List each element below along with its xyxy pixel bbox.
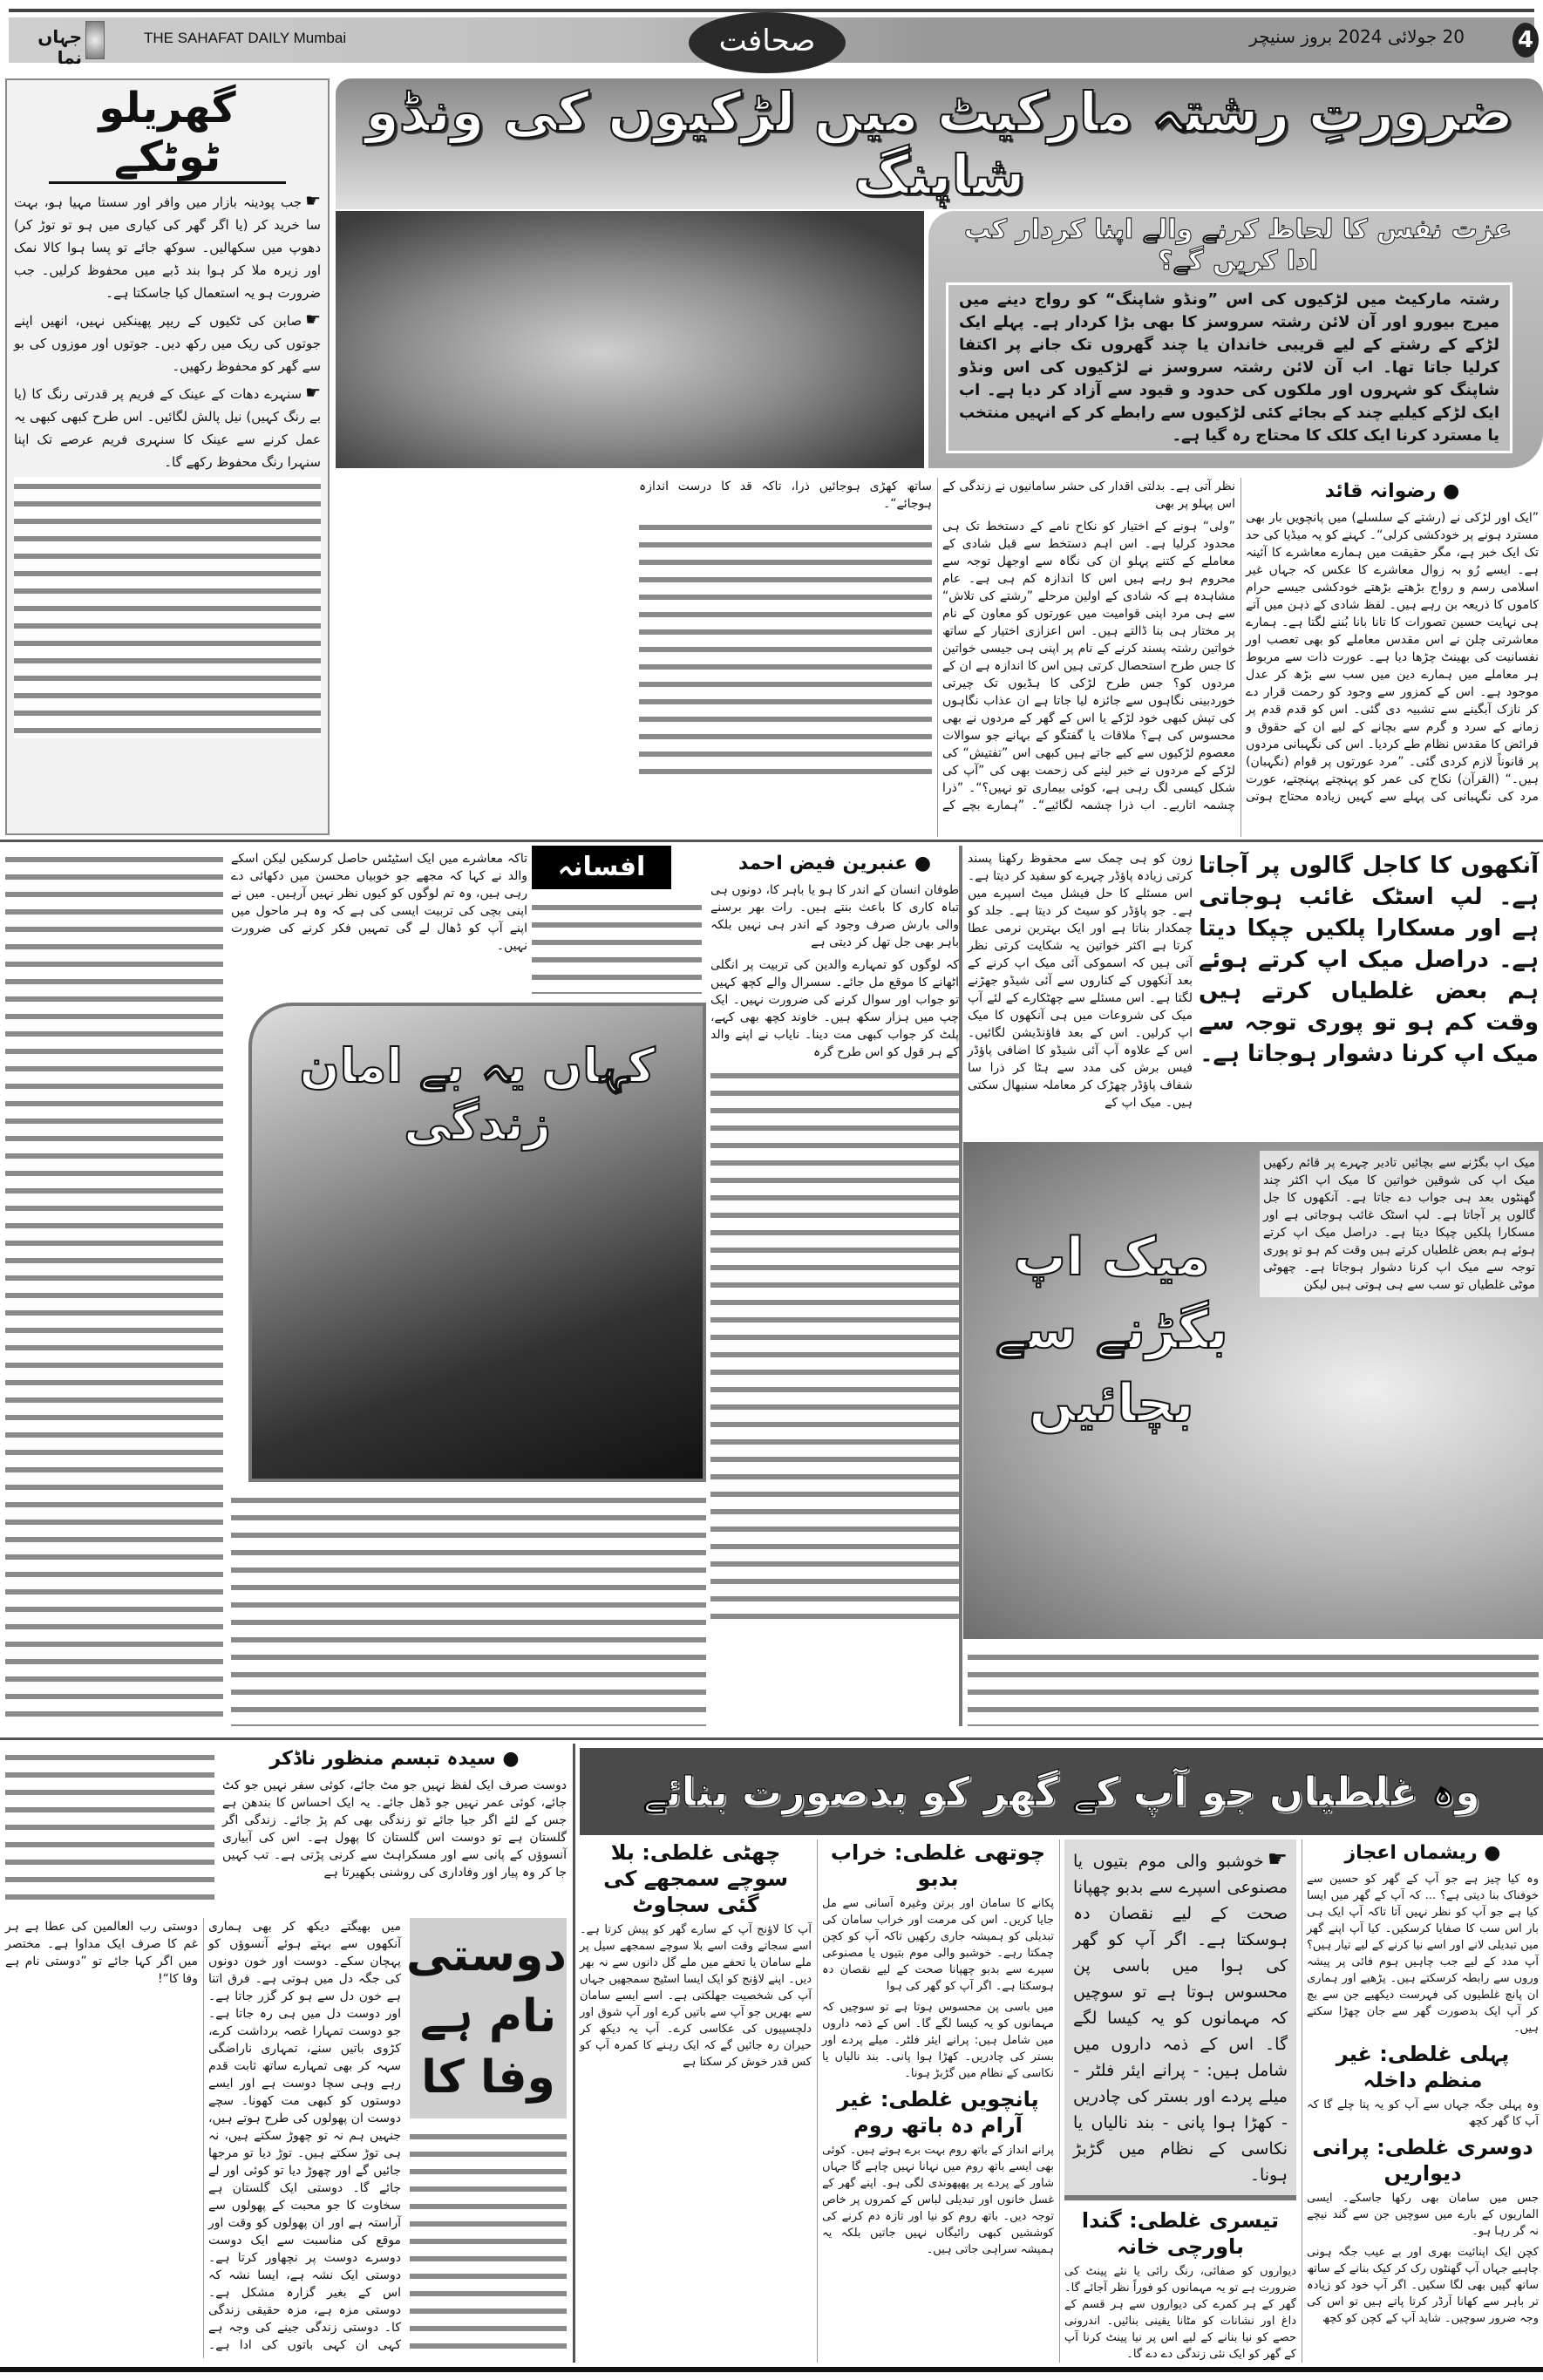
section-heading: پانچویں غلطی: غیر آرام دہ باتھ روم — [837, 2087, 1039, 2138]
mistakes-headline: وہ غلطیاں جو آپ کے گھر کو بدصورت بنائے — [580, 1748, 1543, 1835]
paper-name: THE SAHAFAT DAILY Mumbai — [144, 30, 347, 46]
makeup-column-wrap — [1260, 1151, 1539, 1297]
friendship-column: دوست صرف ایک لفظ نہیں جو مٹ جائے، کوئی سفر نہیں جو کٹ جائے، کوئی عمر نہیں جو ڈھل جائے۔ یہ ایک احساس کا بندھن ہے جس کے لئے اگر جیا جائے تو زندگی بھی کم پڑ جائے۔ زندگی اگر گلستان ہے تو دوست اس گلستان کا پھول ہے۔ اس کی آبیاری آنسوؤں کے پانی سے اور مسکراہٹ سے کرنی پڑتی ہے۔ تب کہیں جا کر وہ پیار اور وفاداری کی روشنی بکھیرتا ہے — [222, 1778, 567, 1880]
afsana-column: تاکہ معاشرے میں ایک اسٹیٹس حاصل کرسکیں لیکن اسکے والد نے کہا کہ مجھے جو خوبیاں محسن میں دکھائی دے رہی ہیں، وہ تم لوگوں کو کیوں نظر نہیں آرہیں۔ میں نے اپنی بچی کی تربیت ایسی کی ہے کہ وہ ہر ماحول میں اپنے آپ کو ڈھال لے گی تمہیں فکر کرنے کی ضرورت نہیں۔ — [231, 852, 527, 953]
author-name: عنبرین فیض احمد — [738, 853, 908, 874]
byline: ● ریشماں اعجاز — [1344, 1842, 1501, 1864]
afsana-side-column — [710, 850, 959, 1624]
friendship-column: میں بھیگتے دیکھ کر بھی ہماری آنکھوں سے بہتے ہوئے آنسوؤں کو پہچان سکے۔ دوست اور خون دونوں کی جگہ دل میں ہوتی ہے۔ فرق اتنا ہے خون دل سے ہو کر گزر جاتا ہے۔ اور دوست دل میں ہی رہ جاتا ہے۔ جو دوست تمہارا غصہ برداشت کرے، کڑوی باتیں سنے، تمہاری ناراضگی سہہ کر بھی تمہارے ساتھ ثابت قدم رہے وہی سچا دوست ہے اور ایسے دوستوں کو کبھی مت کھونا۔ سچے دوست ان پھولوں کی طرح ہوتے ہیں، جنہیں ہم نہ تو چھوڑ سکتے ہیں، نہ ہی توڑ سکتے ہیں۔ توڑ دیا تو مرجھا جائیں گے اور چھوڑ دیا تو کوئی اور لے جائے گا۔ دوستی ایک گلستان ہے سخاوت کا جو محبت کے پھولوں سے آراستہ ہے اور ان پھولوں کو وقت اور موقع کی مناسبت سے ایک دوست دوسرے دوست پر نچھاور کرتا ہے۔ دوستی ایک نشہ ہے، ایسا نشہ کہ اس کے بغیر گزارہ مشکل ہے۔ دوستی مزہ ہے، مزہ حقیقی زندگی کا۔ دوستی زندگی جینے کی وجہ ہے کہی ان کہی باتوں کی ادا ہے۔ دوستی رب العالمین کی عطا ہے ہر غم کا صرف ایک مداوا ہے۔ مختصر میں اگر کہا جائے تو ”دوستی نام ہے وفا کا“! — [5, 1920, 401, 2352]
section-heading: تیسری غلطی: گندا باورچی خانہ — [1081, 2208, 1280, 2259]
author-name: ریشماں اعجاز — [1344, 1842, 1478, 1864]
friendship-top — [222, 1745, 567, 1887]
page-number: 4 — [1512, 23, 1539, 58]
afsana-column: طوفان انسان کے اندر کا ہو یا باہر کا، دونوں ہی تباہ کاری کا باعث بنتے ہیں۔ رات بھر برسنے والی بارش صرف وجود کے اندر ہی نہیں بلکہ باہر بھی جل تھل کر دیتی ہے — [710, 883, 959, 949]
friendship-more-text — [5, 1748, 214, 1909]
column-divider — [573, 1744, 575, 2363]
afsana-more-text — [231, 1491, 706, 1726]
tip-item: صابن کی ٹکیوں کے ریپر پھینکیں نہیں، انھیں اپنے جوتوں کی ریک میں رکھ دیں۔ جوتوں اور موزوں کی بو سے گھر کو محفوظ رکھیں۔ — [14, 313, 321, 374]
makeup-column: زون کو ہی چمک سے محفوظ رکھنا پسند کرتی زیادہ پاؤڈر چہرے کو سفید کر دیتا ہے۔ اس مسئلے کا حل فیشل میٹ اسپرے میں ہے۔ جو پاؤڈر کو سیٹ کر دیتا ہے۔ جلد کو چمکدار بناتا ہے اور ایک بہترین نرمی عطا کرتا ہے اکثر خواتین یہ شکایت کرتی نظر آتی ہیں کہ اسموکی آئی میک اپ کرنے کے بعد آنکھوں کے کناروں سے آئی شیڈو جھڑنے لگتا ہے۔ اس مسئلے سے چھٹکارے کے لئے آپ میک کی شروعات میں ہی آنکھوں کا میک اپ کرلیں۔ اس کے بعد فاؤنڈیشن لگائیں۔ اس کے علاوہ آپ آئی شیڈو کا اضافی پاؤڈر فیس برش کی مدد سے ہٹا کر ذرا سا شفاف پاؤڈر چھڑک کر معاملہ سنبھال سکتی ہیں۔ میک اپ کے — [968, 852, 1193, 1110]
story-column: ”ولی“ ہونے کے اختیار کو نکاح نامے کے دستخط تک ہی محدود کرلیا ہے۔ اس اہم دستخط سے قبل شادی کے معاملے کے کتنے پہلو ان کی نگاہ سے اوجھل توجہ سے محروم ہو رہے ہیں اس کا اندازہ کم ہی ہے۔ عام مشاہدہ ہے کہ شادی کے اولین مرحلے ”رشتے کی تلاش“ سے ہی مرد اپنی قوامیت میں عورتوں کو معاون کے نام پر مختار ہی بنا ڈالتے ہیں۔ اس اعزازی اختیار کے ساتھ خواتین رشتہ پسند کرنے کے نام پر اپنی ہی جیسی خواتین کا جس طرح استحصال کرتی ہیں اس کا اندازہ ہے ان کے مردوں کو؟ جس طرح لڑکی کا ہڈیوں تک چیرتی خوردبینی نگاہوں سے جائزہ لیا جاتا ہے ان عذاب نگاہوں کی تپش کبھی خود لڑکے یا اس کے گھر کے مردوں نے بھی محسوس کی ہے؟ ملاقات یا گفتگو کے بہانے جو سوالات معصوم لڑکیوں سے کیے جاتے ہیں کبھی اس ”تفتیش“ کی لڑکے کے مردوں نے خبر لینے کی زحمت بھی کی ”آپ کی شکل کیسی لگ رہی ہے، کوئی بیماری تو نہیں؟“۔ ”ذرا چشمہ اتاریے۔ اب ذرا چشمہ لگائیے“۔ ”ہمارے بچے کے ساتھ کھڑی ہوجائیں ذرا، تاکہ قد کا درست اندازہ ہوجائے“۔ — [639, 479, 1235, 813]
byline: ● سیدہ تبسم منظور ناڈکر — [269, 1748, 520, 1770]
pointing-hand-icon: ☛ — [305, 190, 321, 211]
author-name: سیدہ تبسم منظور ناڈکر — [269, 1748, 496, 1770]
main-headline: ضرورتِ رشتہ مارکیٹ میں لڑکیوں کی ونڈو شاپنگ — [336, 78, 1543, 209]
tips-title: گھریلو ٹوٹکے — [49, 84, 286, 184]
section-divider — [0, 840, 1543, 842]
pointing-hand-icon: ☛ — [305, 309, 321, 330]
story-intro: رشتہ مارکیٹ میں لڑکیوں کی اس ”ونڈو شاپنگ“ کو رواج دینے میں میرج بیورو اور آن لائن رشتہ سروسز کا بھی بڑا کردار ہے۔ پہلے ایک لڑکے کے رشتے کے لیے قریبی خاندان یا چند گھروں تک جانے پر اکتفا کرلیا جاتا تھا۔ اب آن لائن رشتہ سروسز نے لڑکیوں کی اس ونڈو شاپنگ کو شہروں اور ملکوں کی حدود و قیود سے آزاد کر دیا ہے۔ اب ایک لڑکے کیلیے چند کے بجائے کئی لڑکیوں سے رابطے کر کے انہیں منتخب یا مسترد کرنا ایک کلک کا محتاج رہ گیا ہے۔ — [946, 282, 1512, 453]
friendship-title: دوستی نام ہے وفا کا — [410, 1918, 567, 2118]
makeup-column-wrap — [968, 850, 1193, 1117]
mistakes-columns — [580, 1839, 1539, 2363]
section-heading: پہلی غلطی: غیر منظم داخلہ — [1336, 2042, 1510, 2092]
afsana-column: کہ لوگوں کو تمہارے والدین کی تربیت پر انگلی اٹھانے کا موقع مل جائے۔ سسرال والے کچھ کہیں تو جواب اور سوال کرنے کی ضرورت نہیں۔ ایک چپ میں ہزار سکھ ہیں۔ خاوند کچھ بھی کہے، پلٹ کر جواب کبھی مت دینا۔ نایاب نے اپنے والد کے ہر قول کو اس طرح گرہ — [710, 958, 959, 1059]
friendship-columns — [5, 1918, 401, 2358]
makeup-column: میک اپ بگڑنے سے بچائیں تادیر چہرے پر قائم رکھیں میک اپ کی شوقین خواتین کا میک اپ اکثر چند گھنٹوں بعد ہی جواب دے جاتا ہے۔ آنکھوں کا جل گالوں پر آجاتا ہے۔ لپ اسٹک غائب ہوجاتی ہے اور مسکارا پلکیں چپکا دیتا ہے۔ دراصل میک اپ کرتے ہوئے ہم بعض غلطیاں کرتے ہیں وقت کم ہو تو پوری توجہ سے میک اپ کرنا دشوار ہوجاتا ہے۔ چھوٹی موٹی غلطیاں تو سب سے ہی ہوتی ہیں لیکن — [1263, 1156, 1535, 1292]
afsana-title: کہاں یہ بے امان زندگی — [299, 1038, 656, 1151]
byline: ● رضوانہ قائد — [1324, 480, 1460, 502]
subheadline: عزت نفس کا لحاظ کرنے والے اپنا کردار کب ادا کریں گے؟ — [963, 214, 1512, 276]
makeup-more-text — [968, 1648, 1539, 1726]
household-tips-box — [5, 78, 330, 835]
section-divider — [0, 1737, 1543, 1740]
pointing-hand-icon: ☛ — [1267, 1846, 1288, 1873]
mistakes-intro: وہ کیا چیز ہے جو آپ کے گھر کو حسین سے خوفناک بنا دیتی ہے؟ ... کہ آپ کے گھر میں ایسا کیا ہے جو آپ کو نظر نہیں آتا تاکہ آپ ایک ہی بار اس سب کا صفایا کرسکیں۔ کیا آپ اپنے گھر میں تبدیلی لانے اور اسے نیا کرنے کے لیے تیار ہیں؟ آپ مدد کے لیے جب چاہیں ہوم فائی پر پیشہ وروں سے رابطہ کرسکتے ہیں۔ پڑھیے اور ہماری ان پانچ غلطیوں کی فہرست دیکھیے جن سے بچ کر آپ ایک بدصورت گھر سے جان چھڑا سکتے ہیں۔ — [1307, 1873, 1539, 2035]
section-text: جس میں سامان بھی رکھا جاسکے۔ ایسی الماریوں کے بارے میں سوچیں جن سے گند نیچے نہ گر رہا ہو۔ — [1307, 2192, 1539, 2238]
section-text: وہ پہلی جگہ جہاں سے آپ کو یہ پتا چلے گا کہ آپ کا گھر کچھ — [1307, 2098, 1539, 2128]
pointing-hand-icon: ☛ — [305, 382, 321, 403]
section-heading: دوسری غلطی: پرانی دیواریں — [1312, 2135, 1533, 2186]
callout-text: خوشبو والی موم بتیوں یا مصنوعی اسپرے سے بدبو چھپانا صحت کے لیے نقصان دہ ہوسکتا ہے۔ اگر آپ کو گھر کی ہوا میں باسی پن محسوس ہوتا ہے تو سوچیں کہ مہمانوں کو یہ کیسا لگے گا۔ اس کے ذمہ داروں میں شامل ہیں: - پرانے ایئر فلٹر - میلے پردے اور بستر کی چادریں - کھڑا ہوا پانی - بند نالیاں یا نکاسی کے نظام میں گڑبڑ ہونا۔ — [1073, 1852, 1288, 2185]
mistakes-column: کچن ایک اپنائیت بھری اور بے عیب جگہ ہونی چاہیے جہاں آپ گھنٹوں رک کر کیک بنانے کے ساتھ ساتھ گپیں بھی لگا سکیں۔ اگر آپ خود کو زیادہ تر باہر سے کھانا آرڈر کرتا پاتے ہیں تو اس کی وجہ ضرور سوچیں۔ شاید آپ کے کچن کو کچھ — [1307, 2246, 1539, 2325]
fiction-label: افسانہ — [532, 846, 671, 889]
section-name: جہاں نما — [37, 26, 82, 68]
bottom-rule — [0, 2367, 1543, 2372]
section-text: آپ کا لاؤنج آپ کے سارے گھر کو پیش کرتا ہے۔ اسے سجاتے وقت اسے بلا سوچے سمجھے سیل پر ملے سامان یا تحفے میں ملے گل دانوں سے نہ بھر دیں۔ اپنے لاؤنج کو ایک ایسا اسٹیج سمجھیں جہاں آپ کی شخصیت جھلکتی ہے۔ اسے ایسے سامان سے بھریں جو آپ سے باتیں کرے اور آپ شوق اور دلچسپیوں کی عکاسی کرے۔ آپ یہ دیکھ کر حیران رہ جائیں گے کہ ایک رہنے کا کمرہ آپ کو کس قدر خوش کر سکتا ہے — [580, 1923, 812, 2069]
section-text: دیواروں کو صفائی، رنگ رائی یا نئے پینٹ کی ضرورت ہے تو یہ مہمانوں کو فوراً نظر آجائے گا۔ گھر کے ہر کمرے کی دیواروں سے ہر قسم کے داغ اور نشانات کو مٹانا یقینی بنائیں۔ اندرونی حصے کو نیا بنانے کے لیے اس پر نیا پینٹ کرنا آپ کے گھر کو ایک نئی زندگی دے دے گا۔ — [1064, 2265, 1296, 2361]
section-heading: چھٹی غلطی: بلا سوچے سمجھے کی گئی سجاوٹ — [603, 1840, 788, 1917]
section-text: پکانے کا سامان اور برتن وغیرہ آسانی سے مل جایا کریں۔ اس کی مرمت اور خراب سامان کی تبدیلی کو ہمیشہ جاری رکھیں تاکہ آپ کو کچن چمکتا رہے۔ خوشبو والی موم بتیوں یا مصنوعی سپرے سے بدبو چھپانا صحت کے لیے نقصان دہ ہوسکتا ہے۔ اگر آپ کو گھر کی ہوا — [822, 1897, 1054, 1993]
afsana-top-column — [231, 850, 527, 960]
globe-icon — [85, 21, 105, 59]
story-continuation-column — [5, 850, 223, 1726]
henna-hands-photo — [336, 211, 924, 468]
tip-item: جب پودینہ بازار میں وافر اور سستا مہیا ہو، بہت سا خرید کر (یا اگر گھر کی کیاری میں ہو تو توڑ کر) دھوپ میں سکھالیں۔ سوکھ جائے تو پسا ہوا کالا نمک اور زیرہ ملا کر ہوا بند ڈبے میں محفوظ کرلیں۔ جب ضرورت ہو یہ استعمال کیا جاسکتا ہے۔ — [14, 194, 321, 301]
friendship-more-text — [410, 2127, 567, 2358]
section-heading: چوتھی غلطی: خراب بدبو — [830, 1840, 1046, 1891]
makeup-title: میک اپ بگڑنے سے بچائیں — [995, 1227, 1228, 1434]
story-more-text — [639, 518, 932, 779]
section-text: پرانے انداز کے باتھ روم بہت برے ہوتے ہیں۔ کوئی بھی ایسے باتھ روم میں نہانا نہیں چاہے گا جہاں شاور کے پردے پر پھپھوندی لگی ہو۔ اپنے گھر کے غسل خانوں اور تبدیلی لباس کے کمروں پر خاص توجہ دیں۔ باتھ روم کو نیا اور تازہ دم کرنے کی کوششیں کبھی رائیگاں نہیں جاتیں بلکہ یہ ہمیشہ سراہی جاتی ہیں۔ — [822, 2144, 1054, 2256]
afsana-more-text — [532, 898, 702, 994]
author-name: رضوانہ قائد — [1324, 480, 1437, 502]
story-columns — [336, 478, 1539, 837]
tip-item: سنہرے دھات کے عینک کے فریم پر قدرتی رنگ کا (یا بے رنگ کہیں) نیل پالش لگائیں۔ اس طرح کبھی کبھی یہ عمل کرنے سے عینک کا سنہری فریم عرصے تک اپنا سنہرا رنگ محفوظ رکھے گا۔ — [14, 386, 321, 470]
column-divider — [959, 846, 962, 1726]
tips-more-text — [14, 477, 321, 738]
masthead-logo: صحافت — [689, 12, 846, 73]
makeup-pullquote: آنکھوں کا کاجل گالوں پر آجاتا ہے۔ لپ اسٹک غائب ہوجاتی ہے اور مسکارا پلکیں چپکا دیتا ہے۔ دراصل میک اپ کرتے ہوئے ہم بعض غلطیاں کرتے ہیں وقت کم ہو تو پوری توجہ سے میک اپ کرنا دشوار ہوجاتا ہے۔ — [1199, 853, 1539, 1067]
story-column: ”ایک اور لڑکی نے (رشتے کے سلسلے) میں پانچویں بار بھی مسترد ہونے پر خودکشی کرلی“۔ کہنے کو یہ میڈیا کی حد تک ایک خبر ہے، مگر حقیقت میں ہمارے معاشرے کا آئینہ ہے۔ ایسے رُو بہ زوال معاشرے کا عکس کہ جہاں غیر اسلامی رسم و رواج بڑھتے بڑھتے خودکشی جیسے حرام کاموں کا ذریعہ بن رہے ہیں۔ لفظ شادی کے ذہن میں آتے ہی نہایت حسین تصورات کا تانا بانا بُننے لگتا ہے۔ ہمارے معاشرتی چلن نے اس مقدس معاملے کو بھی تعصب اور نفسانیت کی بھینٹ چڑھا دیا ہے۔ عورت ذات سے مربوط ہر معاملے میں ہمارے دین میں سب سے بڑھ کر عدل موجود ہے۔ اس کے کمزور سے وجود کو رحمت قرار دے کر نازک آبگینے سے تشبیہ دی گئی۔ اس کو قدم قدم پر زمانے کے سرد و گرم سے بچانے کے لیے ان کے حقوق و فرائض کا مقدس نظام طے کردیا۔ اس کی نگہبانی مردوں پر قانوناً لازم کردی گئی۔ ”مرد عورتوں پر قوام (نگہبان) ہیں۔“ (القرآن) نکاح کی عمر کو پہنچتے پہنچتے، عورت مرد کی نگہبانی کی پہلے سے کہیں زیادہ محتاج ہوتی نظر آتی ہے۔ بدلتی اقدار کی حشر سامانیوں نے زندگی کے اس پہلو پر بھی — [942, 479, 1539, 804]
callout-box — [1064, 1839, 1296, 2200]
issue-date: 20 جولائی 2024 بروز سنیچر — [1249, 26, 1465, 47]
mistakes-column: میں باسی پن محسوس ہوتا ہے تو سوچیں کہ مہمانوں کو یہ کیسا لگے گا۔ اس کے ذمہ داروں میں شامل ہیں: پرانے ایئر فلٹر۔ میلے پردے اور بستر کی چادریں۔ کھڑا ہوا پانی۔ بند نالیاں یا نکاسی کے نظام میں گڑبڑ ہونا۔ — [822, 2001, 1054, 2080]
afsana-more-text — [710, 1066, 959, 1624]
byline: ● عنبرین فیض احمد — [738, 853, 932, 874]
